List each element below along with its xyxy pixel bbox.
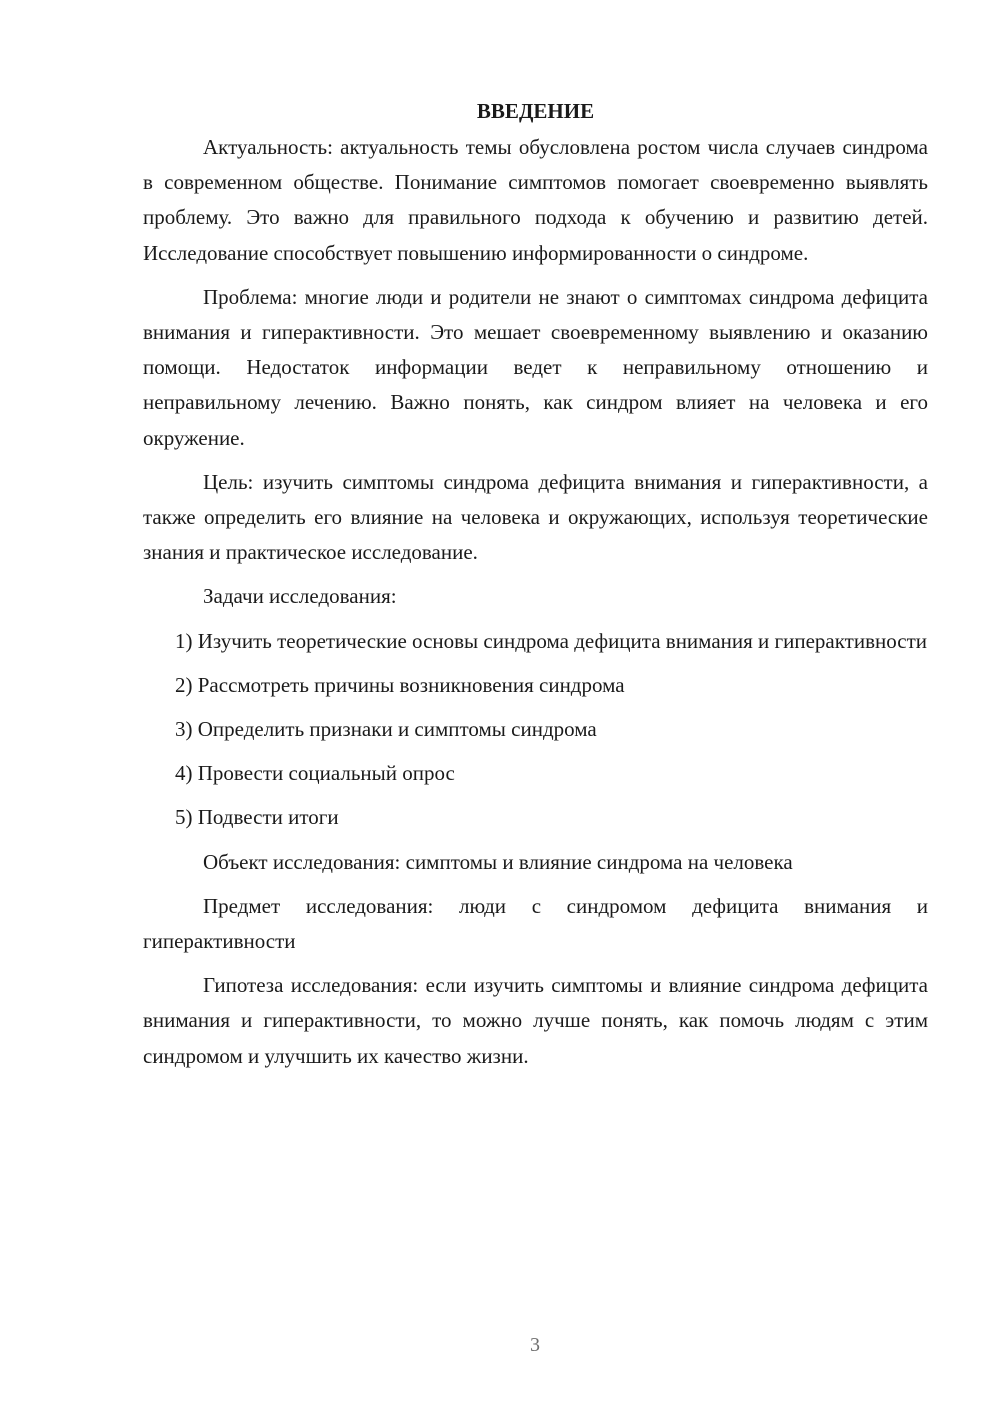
tasks-heading: Задачи исследования:	[203, 584, 397, 609]
page-number: 3	[530, 1334, 540, 1356]
task-item-5: 5) Подвести итоги	[175, 805, 339, 830]
problem-paragraph: Проблема: многие люди и родители не знают о симптомах синдрома дефицита внимания и гиперактивности. Это мешает своевременному выявлению и оказанию помощи. Недостаток информации ведет к неправильному отношению и неправильному лечению. Важно понять, как синдром влияет на человека и его окружение.	[143, 284, 928, 450]
task-item-3: 3) Определить признаки и симптомы синдрома	[175, 717, 597, 742]
task-item-2: 2) Рассмотреть причины возникновения синдрома	[175, 672, 625, 697]
relevance-paragraph: Актуальность: актуальность темы обусловлена ростом числа случаев синдрома в современном обществе. Понимание симптомов помогает своевременно выявлять проблему. Это важно для правильного подхода к обучению и развитию детей. Исследование способствует повышению информированности о синдроме.	[143, 135, 928, 265]
research-object-paragraph: Объект исследования: симптомы и влияние синдрома на человека	[203, 849, 793, 874]
research-subject-paragraph: Предмет исследования: люди с синдромом дефицита внимания и гиперактивности	[143, 893, 928, 954]
task-item-4: 4) Провести социальный опрос	[175, 761, 455, 786]
page-title: ВВЕДЕНИЕ	[476, 99, 595, 123]
goal-paragraph: Цель: изучить симптомы синдрома дефицита внимания и гиперактивности, а также определить его влияние на человека и окружающих, используя теоретические знания и практическое исследование.	[143, 469, 928, 565]
hypothesis-paragraph: Гипотеза исследования: если изучить симптомы и влияние синдрома дефицита внимания и гиперактивности, то можно лучше понять, как помочь людям с этим синдромом и улучшить их качество жизни.	[143, 973, 928, 1068]
document-page	[143, 92, 928, 1083]
task-item-1: 1) Изучить теоретические основы синдрома дефицита внимания и гиперактивности	[175, 628, 928, 653]
